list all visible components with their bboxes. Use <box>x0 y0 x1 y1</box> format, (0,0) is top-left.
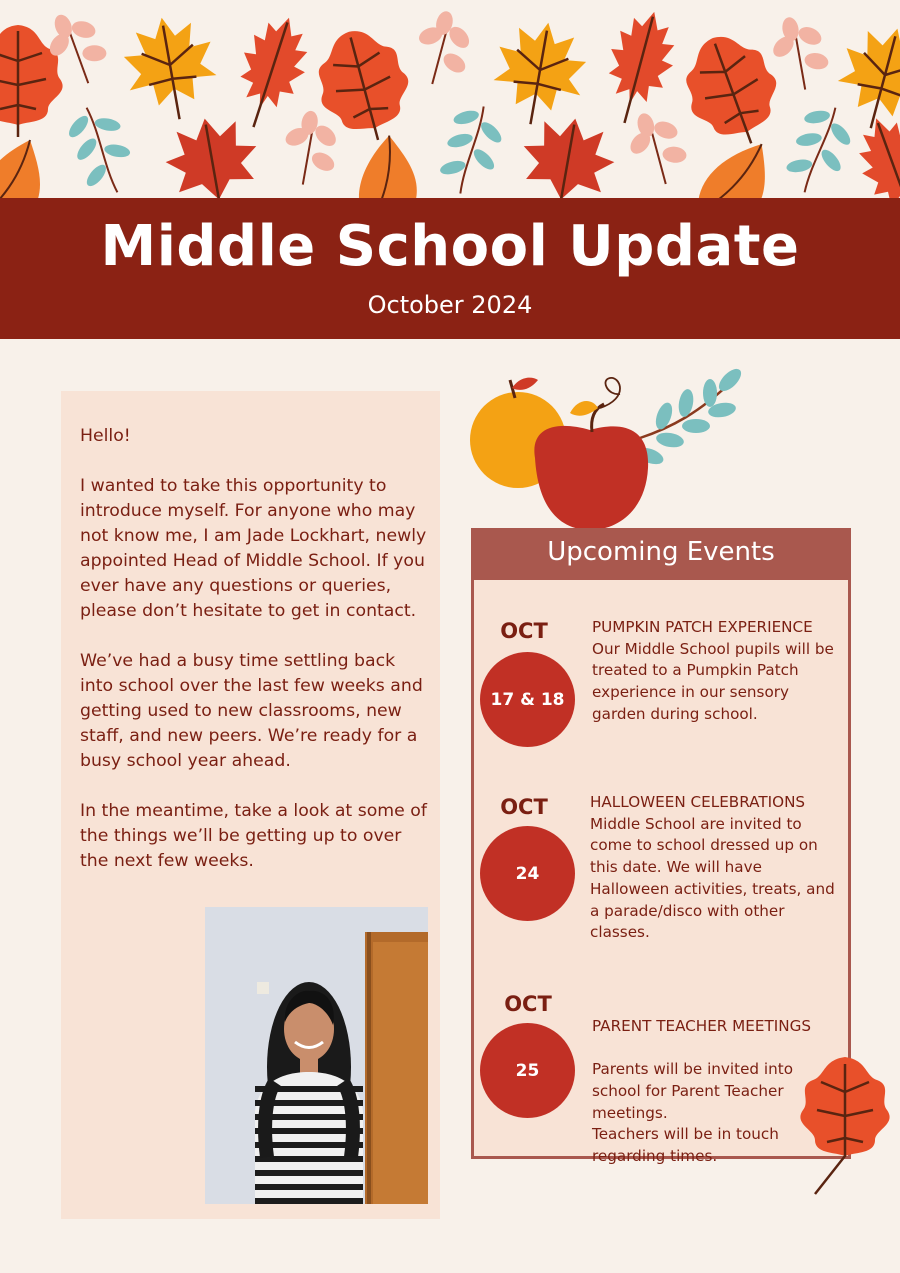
event-date-badge <box>480 826 575 921</box>
event-title: PARENT TEACHER MEETINGS <box>592 1016 812 1035</box>
apples-illustration <box>460 368 760 533</box>
letter-paragraph: In the meantime, take a look at some of the things we’ll be getting up to over the next few weeks. <box>80 801 427 871</box>
events-heading: Upcoming Events <box>547 537 775 567</box>
leaf-icon <box>795 1052 895 1197</box>
events-header <box>471 528 851 580</box>
autumn-leaves-border <box>0 0 900 200</box>
event-date-badge <box>480 652 575 747</box>
event-month: OCT <box>500 619 548 643</box>
event-date-badge <box>480 1023 575 1118</box>
event-month: OCT <box>500 795 548 819</box>
letter-paragraph: I wanted to take this opportunity to introduce myself. For anyone who may not know me, I am Jade Lockhart, newly appointed Head of Middle School. If you ever have any questions or queries, please don’t hesitate to get in contact. <box>80 476 427 621</box>
event-month: OCT <box>504 992 552 1016</box>
event-day: 24 <box>515 863 540 884</box>
event-description: Parents will be invited into school for Parent Teacher meetings. Teachers will be in touch regarding times. <box>592 1060 793 1165</box>
page-title: Middle School Update <box>100 214 800 279</box>
event-description: Our Middle School pupils will be treated to a Pumpkin Patch experience in our sensory garden during school. <box>592 639 834 723</box>
event-title: PUMPKIN PATCH EXPERIENCE <box>592 618 813 636</box>
event-details <box>592 617 842 726</box>
event-details <box>590 792 840 944</box>
letter-text <box>80 424 430 899</box>
letter-greeting: Hello! <box>80 426 131 446</box>
event-title: HALLOWEEN CELEBRATIONS <box>590 793 806 811</box>
event-day: 17 & 18 <box>490 689 565 710</box>
event-day: 25 <box>515 1060 540 1081</box>
letter-paragraph: We’ve had a busy time settling back into school over the last few weeks and getting used to new classrooms, new staff, and new peers. We’re ready for a busy school year ahead. <box>80 651 423 771</box>
event-description: Middle School are invited to come to school dressed up on this date. We will have Halloween activities, treats, and a parade/disco with other classes. <box>590 814 835 942</box>
head-of-school-photo <box>205 907 428 1204</box>
issue-date: October 2024 <box>367 291 533 319</box>
